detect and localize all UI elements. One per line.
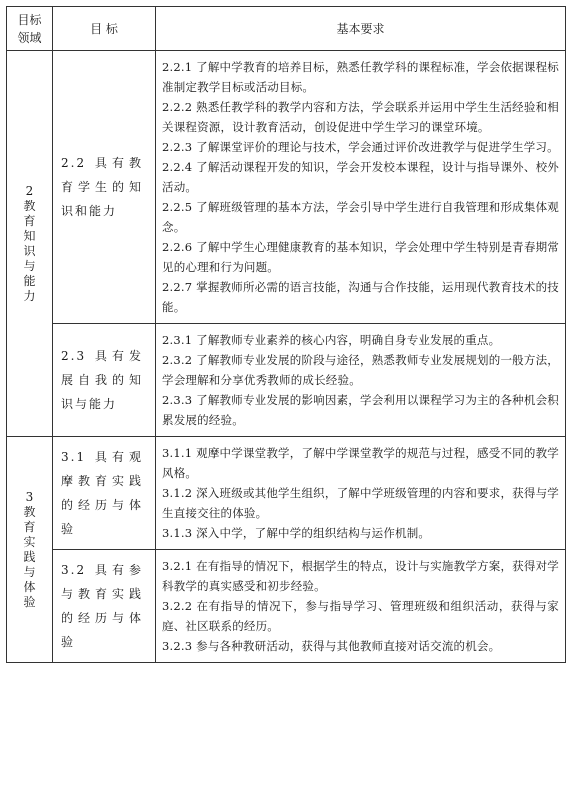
goal-title: 2.2 具有教育学生的知识和能力 — [53, 51, 156, 324]
requirement-item: 2.2.7 掌握教师所必需的语言技能，沟通与合作技能，运用现代教育技术的技能。 — [162, 280, 559, 314]
requirement-item: 3.1.3 深入中学，了解中学的组织结构与运作机制。 — [162, 526, 431, 540]
requirement-item: 2.3.2 了解教师专业发展的阶段与途径，熟悉教师专业发展规划的一般方法，学会理解和分享优秀教师的成长经验。 — [162, 353, 559, 387]
requirement-item: 2.2.2 熟悉任教学科的教学内容和方法，学会联系并运用中学生生活经验和相关课程资源，设计教育活动，创设促进中学生学习的课堂环境。 — [162, 100, 559, 134]
header-requirement: 基本要求 — [156, 7, 566, 51]
area-number: 2 — [25, 183, 34, 198]
requirement-item: 3.1.1 观摩中学课堂教学，了解中学课堂教学的规范与过程，感受不同的教学风格。 — [162, 446, 559, 480]
standards-table — [6, 6, 566, 663]
requirement-item: 2.2.5 了解班级管理的基本方法，学会引导中学生进行自我管理和形成集体观念。 — [162, 200, 559, 234]
requirement-item: 2.2.1 了解中学教育的培养目标，熟悉任教学科的课程标准，学会依据课程标准制定教学目标或活动目标。 — [162, 60, 559, 94]
goal-title: 2.3 具有发展自我的知识与能力 — [53, 324, 156, 437]
requirement-item: 3.2.1 在有指导的情况下，根据学生的特点，设计与实施教学方案，获得对学科教学的真实感受和初步经验。 — [162, 559, 559, 593]
requirement-item: 2.3.1 了解教师专业素养的核心内容，明确自身专业发展的重点。 — [162, 333, 501, 347]
requirements-cell — [156, 437, 566, 550]
area-name: 教育实践与体验 — [23, 504, 36, 609]
header-goal: 目 标 — [53, 7, 156, 51]
requirement-item: 2.3.3 了解教师专业发展的影响因素，学会利用以课程学习为主的各种机会积累发展的经验。 — [162, 393, 559, 427]
requirement-item: 2.2.6 了解中学生心理健康教育的基本知识，学会处理中学生特别是青春期常见的心理和行为问题。 — [162, 240, 559, 274]
goal-title: 3.1 具有观摩教育实践的经历与体验 — [53, 437, 156, 550]
requirement-item: 3.2.3 参与各种教研活动，获得与其他教师直接对话交流的机会。 — [162, 639, 501, 653]
requirements-cell — [156, 51, 566, 324]
requirement-item: 2.2.4 了解活动课程开发的知识，学会开发校本课程，设计与指导课外、校外活动。 — [162, 160, 559, 194]
requirement-item: 2.2.3 了解课堂评价的理论与技术，学会通过评价改进教学与促进学生学习。 — [162, 140, 559, 154]
area-number: 3 — [25, 489, 34, 504]
area-cell-3 — [7, 437, 53, 663]
area-cell-2 — [7, 51, 53, 437]
requirements-cell — [156, 324, 566, 437]
requirement-item: 3.2.2 在有指导的情况下，参与指导学习、管理班级和组织活动，获得与家庭、社区联系的经历。 — [162, 599, 559, 633]
header-area: 目标领域 — [7, 7, 53, 51]
requirement-item: 3.1.2 深入班级或其他学生组织，了解中学班级管理的内容和要求，获得与学生直接交往的体验。 — [162, 486, 559, 520]
goal-title: 3.2 具有参与教育实践的经历与体验 — [53, 550, 156, 663]
requirements-cell — [156, 550, 566, 663]
area-name: 教育知识与能力 — [23, 198, 36, 303]
